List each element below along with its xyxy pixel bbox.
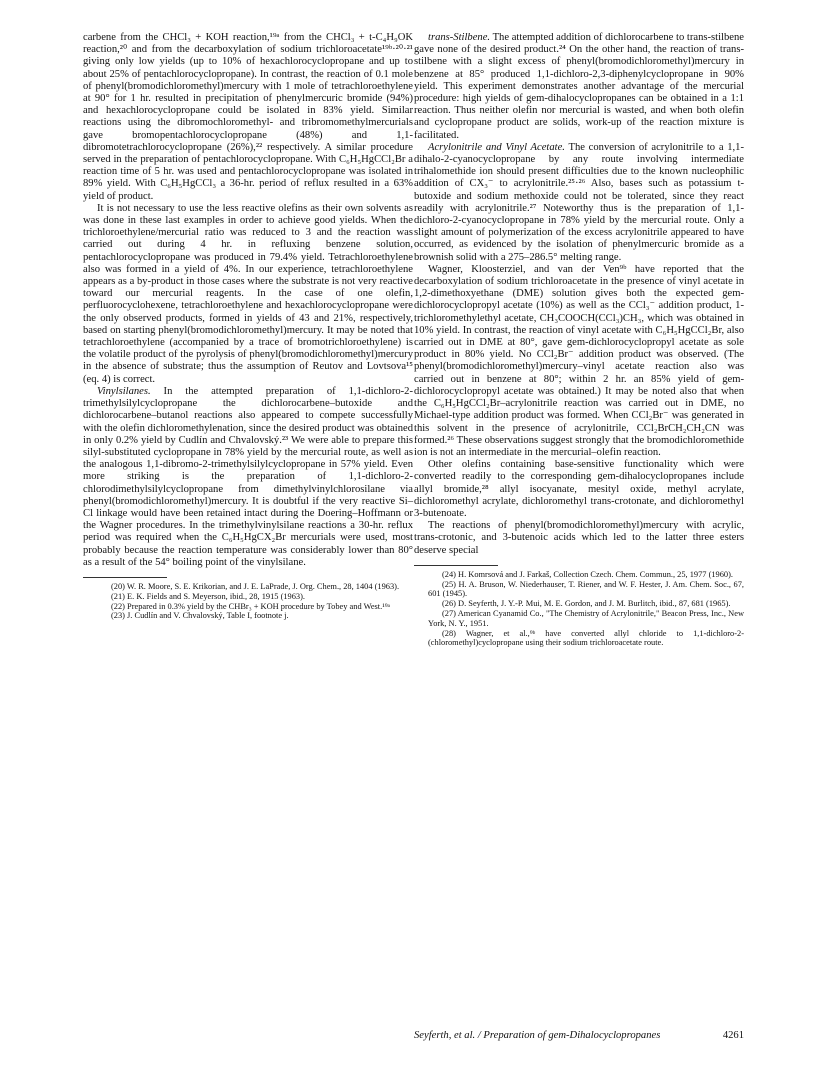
footnote-25: (25) H. A. Bruson, W. Niederhauser, T. Riener, and W. F. Hester, J. Am. Chem. Soc., 67, 601 (1945).	[428, 579, 744, 599]
paragraph-acrylonitrile	[414, 142, 744, 264]
section-head-vinylsilanes: Vinylsilanes.	[97, 385, 151, 397]
paragraph-trans-stilbene-body: The attempted addition of dichlorocarbene to trans-stilbene gave none of the desired product.²⁴ On the other hand, the reaction of trans-stilbene with a slight excess of phenyl(bromodichloromethyl)mercury in benzene at 85° produced 1,1-dichloro-2,3-diphenylcyclopropane in 90% yield. This experiment demonstrates another advantage of the mercurial procedure: high yields of gem-dihalocyclopropanes can be obtained in a 1:1 reaction. Thus neither olefin nor mercurial is wasted, and when both olefin and cyclopropane product are solids, work-up of the reaction mixture is facilitated.	[414, 32, 744, 141]
footnotes-right	[414, 565, 744, 648]
page-number: 4261	[722, 1030, 744, 1041]
paragraph-vinyl-acetate: Wagner, Kloosterziel, and van der Ven⁹ᵇ have reported that the decarboxylation of sodium trichloroacetate in the presence of vinyl acetate in 1,2-dimethoxyethane (DME) solution gives both the expected gem-dichlorocyclopropyl acetate (10%) as well as the CCl₃⁻ addition product, 1-trichloromethylethyl acetate, CH₃COOCH(CCl₃)CH₃, which was obtained in 10% yield. In contrast, the reaction of vinyl acetate with C₆H₅HgCCl₂Br, also carried out in DME at 80°, gave gem-dichlorocyclopropyl acetate as sole product in 80% yield. No CCl₂Br⁻ addition product was observed. (The phenyl(bromodichloromethyl)mercury–vinyl acetate reaction also was carried out in benzene at 80°; within 2 hr. an 85% yield of gem-dichlorocyclopropyl acetate was obtained.) It may be noted also that when the C₆H₅HgCCl₂Br–acrylonitrile reaction was carried out in DME, no Michael-type addition product was formed. When CCl₂Br⁻ was generated in this solvent in the presence of acrylonitrile, CCl₂BrCH₂CH₂CN was formed.²⁶ These observations suggest strongly that the bromodichloromethide ion is not an intermediate in the mercurial–olefin reaction.	[414, 263, 744, 458]
footnote-23: (23) J. Cudlín and V. Chvalovský, Table I, footnote j.	[111, 611, 289, 621]
paragraph-acrylonitrile-body: The conversion of acrylonitrile to a 1,1-dihalo-2-cyanocyclopropane by any route involving intermediate trihalomethide ion should present difficulties due to the known nucleophilic addition of CX₃⁻ to acrylonitrile.²⁵·²⁶ Also, bases such as potassium t-butoxide and sodium methoxide could not be tolerated, since they react readily with acrylonitrile.²⁷ Noteworthy thus is the preparation of 1,1-dichloro-2-cyanocyclopropane in 78% yield by the mercurial route. Only a slight amount of polymerization of the excess acrylonitrile appeared to have occurred, as evidenced by the isolation of phenylmercuric bromide as a brownish solid with a 275–286.5° melting range.	[414, 141, 744, 263]
paragraph-vinylsilanes-body: In the attempted preparation of 1,1-dichloro-2-trimethylsilylcyclopropane the dichlorocarbene–butoxide and dichlorocarbene–butanol reactions also appeared to compete successfully with the olefin dichloromethylenation, since the desired product was obtained in only 0.2% yield by Cudlín and Chvalovský.²³ We were able to prepare this silyl-substituted cyclopropane in 78% yield by the mercurial route, as well as the analogous 1,1-dibromo-2-trimethylsilylcyclopropane in 57% yield. Even more striking is the preparation of 1,1-dichloro-2-chlorodimethylsilylcyclopropane from dimethylvinylchlorosilane via phenyl(bromodichloromethyl)mercury. It is doubtful if the very reactive Si–Cl linkage would have been retained intact during the Doering–Hoffmann or the Wagner procedures. In the trimethylvinylsilane reactions a 30-hr. reflux period was required when the C₆H₅HgCX₂Br mercurials were used, most probably because the reaction temperature was considerably lower than 80° as a result of the 54° boiling point of the vinylsilane.	[83, 385, 413, 568]
paragraph-other-olefins: Other olefins containing base-sensitive functionality which were converted readily to the corresponding gem-dihalocyclopropanes include allyl bromide,²⁸ allyl isocyanate, mesityl oxide, methyl acrylate, dichloromethyl acrylate, dichloromethyl trans-crotonate, and dichloromethyl 3-butenoate.	[414, 459, 744, 519]
footnote-rule	[83, 577, 167, 578]
footnote-21: (21) E. K. Fields and S. Meyerson, ibid., 28, 1915 (1963).	[111, 591, 306, 601]
footnote-27: (27) American Cyanamid Co., "The Chemistry of Acrylonitrile," Beacon Press, Inc., New York, N. Y., 1951.	[428, 608, 744, 628]
paragraph-trans-stilbene	[414, 32, 744, 142]
footnote-20: (20) W. R. Moore, S. E. Krikorian, and J. E. LaPrade, J. Org. Chem., 28, 1404 (1963).	[111, 581, 400, 591]
footnote-24: (24) H. Komrsová and J. Farkaš, Collection Czech. Chem. Commun., 25, 1977 (1960).	[442, 569, 733, 579]
footnotes-left	[83, 577, 413, 621]
running-title: Seyferth, et al. / Preparation of gem-Dihalocyclopropanes	[414, 1030, 661, 1041]
paragraph-hexachlorocyclopropane: carbene from the CHCl₃ + KOH reaction,¹⁹ᵃ from the CHCl₃ + t-C₄H₉OK reaction,²⁰ and from the decarboxylation of sodium trichloroacetate¹⁹ᵇ·²⁰·²¹ giving only low yields (up to 10% of hexachlorocyclopropane and up to about 25% of pentachlorocyclopropane). In contrast, the reaction of 0.1 mole of phenyl(bromodichloromethyl)mercury with 1 mole of tetrachloroethylene at 90° for 1 hr. resulted in precipitation of phenylmercuric bromide (94%) and hexachlorocyclopropane could be isolated in 83% yield. Similar reactions using the dibromochloromethyl- and tribromomethylmercurials gave bromopentachlorocyclopropane (48%) and 1,1-dibromotetrachlorocyclopropane (26%),²² respectively. A similar procedure served in the preparation of pentachlorocyclopropane. With C₆H₅HgCCl₂Br a reaction time of 5 hr. was used and pentachlorocyclopropane was isolated in 89% yield. With C₆H₅HgCCl₃ a 36-hr. period of reflux resulted in a 63% yield of product.	[83, 32, 413, 202]
paragraph-vinylsilanes	[83, 386, 413, 569]
section-head-acrylonitrile: Acrylonitrile and Vinyl Acetate.	[428, 141, 565, 153]
footnote-26: (26) D. Seyferth, J. Y.-P. Mui, M. E. Gordon, and J. M. Burlitch, ibid., 87, 681 (1965).	[442, 599, 731, 609]
section-head-trans-stilbene: trans-Stilbene.	[428, 32, 491, 43]
paragraph-solvent-effects: It is not necessary to use the less reactive olefins as their own solvents as was done in these last examples in order to achieve good yields. When the trichloroethylene/mercurial ratio was reduced to 3 and the reaction was carried out during 4 hr. in refluxing benzene solution, pentachlorocyclopropane was produced in 79.4% yield. Tetrachloroethylene also was formed in a yield of 4%. In our experience, tetrachloroethylene appears as a by-product in those cases where the substrate is not very reactive toward our mercurial reagents. In the case of one olefin, perfluorocyclohexene, tetrachloroethylene and hexachlorocyclopropane were the only observed products, formed in yields of 43 and 21%, respectively, based on starting phenyl(bromodichloromethyl)mercury. It may be noted that tetrachloroethylene (accompanied by a trace of bromotrichloroethylene) is the volatile product of the pyrolysis of phenyl(bromodichloromethyl)mercury in the absence of substrate; thus the assumption of Reutov and Lovtsova¹⁵ (eq. 4) is correct.	[83, 202, 413, 385]
left-column	[83, 32, 413, 621]
paragraph-acids: The reactions of phenyl(bromodichloromethyl)mercury with acrylic, trans-crotonic, and 3-butenoic acids which led to the latter three esters deserve special	[414, 520, 744, 556]
footnote-28: (28) Wagner, et al.,⁹ᵇ have converted allyl chloride to 1,1-dichloro-2-(chloromethyl)cyclopropane using their sodium trichloroacetate route.	[428, 628, 744, 648]
footnote-rule	[414, 565, 498, 566]
right-column	[414, 32, 744, 648]
footnote-22: (22) Prepared in 0.3% yield by the CHBr₃ + KOH procedure by Tobey and West.¹⁹ᵃ	[111, 601, 390, 611]
